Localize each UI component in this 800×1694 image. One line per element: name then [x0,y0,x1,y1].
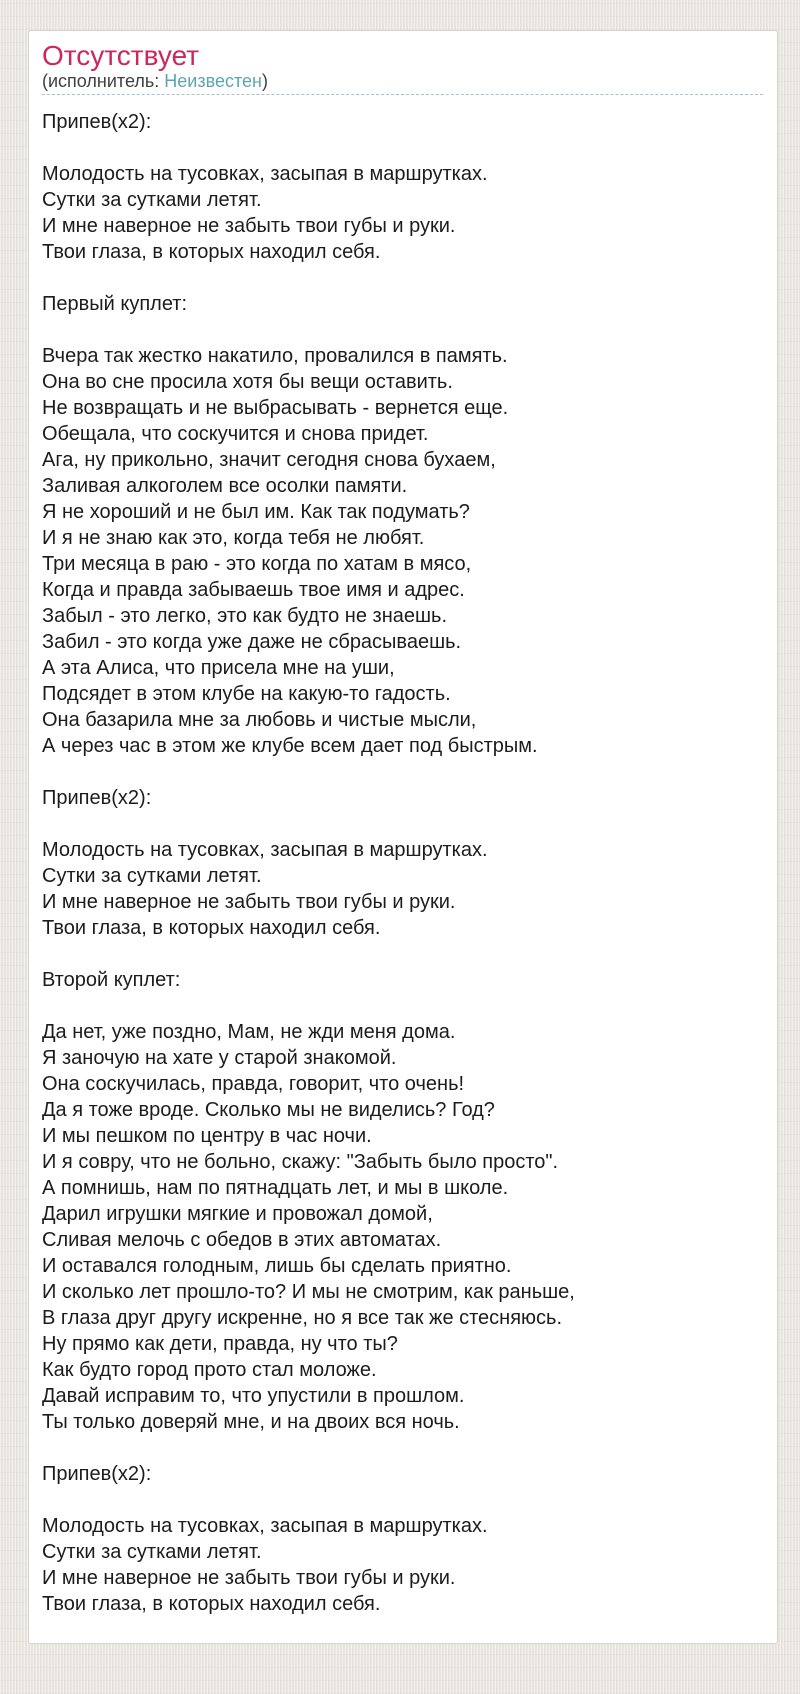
lyrics-line: А эта Алиса, что присела мне на уши, [42,657,395,679]
lyrics-line: Дарил игрушки мягкие и провожал домой, [42,1203,433,1225]
lyrics-text [42,109,763,1617]
lyrics-line: Припев(x2): [42,111,152,133]
lyrics-block [42,1461,763,1487]
lyrics-line: И я совру, что не больно, скажу: "Забыть было просто". [42,1151,559,1173]
lyrics-line: Она базарила мне за любовь и чистые мысли, [42,709,477,731]
lyrics-block [42,1513,763,1617]
lyrics-line: Ага, ну прикольно, значит сегодня снова бухаем, [42,449,496,471]
lyrics-line: Первый куплет: [42,293,187,315]
lyrics-line: И мы пешком по центру в час ночи. [42,1125,372,1147]
lyrics-line: Да я тоже вроде. Сколько мы не виделись? Год? [42,1099,495,1121]
lyrics-card [28,30,778,1644]
lyrics-line: Давай исправим то, что упустили в прошлом. [42,1385,465,1407]
lyrics-line: Я не хороший и не был им. Как так подумать? [42,501,470,523]
artist-line [42,71,763,91]
lyrics-line: Вчера так жестко накатило, провалился в память. [42,345,508,367]
lyrics-line: И я не знаю как это, когда тебя не любят. [42,527,425,549]
lyrics-line: Сутки за сутками летят. [42,189,262,211]
lyrics-line: Припев(x2): [42,1463,152,1485]
lyrics-line: Да нет, уже поздно, Мам, не жди меня дома. [42,1021,456,1043]
lyrics-line: Ну прямо как дети, правда, ну что ты? [42,1333,398,1355]
lyrics-line: Второй куплет: [42,969,181,991]
lyrics-block [42,1019,763,1435]
lyrics-line: Молодость на тусовках, засыпая в маршрутках. [42,1515,488,1537]
artist-close-paren: ) [261,71,268,91]
lyrics-block [42,343,763,759]
lyrics-line: Когда и правда забываешь твое имя и адрес. [42,579,465,601]
lyrics-line: И оставался голодным, лишь бы сделать приятно. [42,1255,512,1277]
lyrics-line: И мне наверное не забыть твои губы и руки. [42,1567,456,1589]
lyrics-line: Подсядет в этом клубе на какую-то гадость. [42,683,451,705]
lyrics-line: Не возвращать и не выбрасывать - вернется еще. [42,397,509,419]
lyrics-block [42,161,763,265]
lyrics-line: Обещала, что соскучится и снова придет. [42,423,429,445]
lyrics-line: Я заночую на хате у старой знакомой. [42,1047,397,1069]
lyrics-line: Забил - это когда уже даже не сбрасываешь. [42,631,462,653]
lyrics-line: И мне наверное не забыть твои губы и руки. [42,215,456,237]
lyrics-block [42,967,763,993]
lyrics-line: Твои глаза, в которых находил себя. [42,917,381,939]
lyrics-line: Заливая алкоголем все осолки памяти. [42,475,408,497]
song-title-link[interactable]: Отсутствует [42,40,200,71]
lyrics-line: Три месяца в раю - это когда по хатам в мясо, [42,553,472,575]
lyrics-line: Молодость на тусовках, засыпая в маршрутках. [42,839,488,861]
artist-link[interactable]: Неизвестен [164,71,262,91]
lyrics-line: А помнишь, нам по пятнадцать лет, и мы в школе. [42,1177,509,1199]
lyrics-line: Твои глаза, в которых находил себя. [42,241,381,263]
lyrics-line: Сутки за сутками летят. [42,865,262,887]
song-header [42,41,763,95]
lyrics-line: Забыл - это легко, это как будто не знаешь. [42,605,447,627]
lyrics-line: Она соскучилась, правда, говорит, что очень! [42,1073,465,1095]
lyrics-line: Сливая мелочь с обедов в этих автоматах. [42,1229,442,1251]
lyrics-line: Молодость на тусовках, засыпая в маршрутках. [42,163,488,185]
lyrics-line: Она во сне просила хотя бы вещи оставить. [42,371,453,393]
lyrics-line: А через час в этом же клубе всем дает под быстрым. [42,735,538,757]
lyrics-line: И мне наверное не забыть твои губы и руки. [42,891,456,913]
lyrics-line: Как будто город прото стал моложе. [42,1359,377,1381]
lyrics-line: Припев(x2): [42,787,152,809]
lyrics-line: Сутки за сутками летят. [42,1541,262,1563]
artist-label: (исполнитель: [42,71,160,91]
lyrics-block [42,109,763,135]
lyrics-line: И сколько лет прошло-то? И мы не смотрим, как раньше, [42,1281,575,1303]
lyrics-line: Ты только доверяй мне, и на двоих вся ночь. [42,1411,460,1433]
lyrics-block [42,837,763,941]
lyrics-block [42,785,763,811]
lyrics-block [42,291,763,317]
lyrics-line: В глаза друг другу искренне, но я все так же стесняюсь. [42,1307,563,1329]
lyrics-line: Твои глаза, в которых находил себя. [42,1593,381,1615]
